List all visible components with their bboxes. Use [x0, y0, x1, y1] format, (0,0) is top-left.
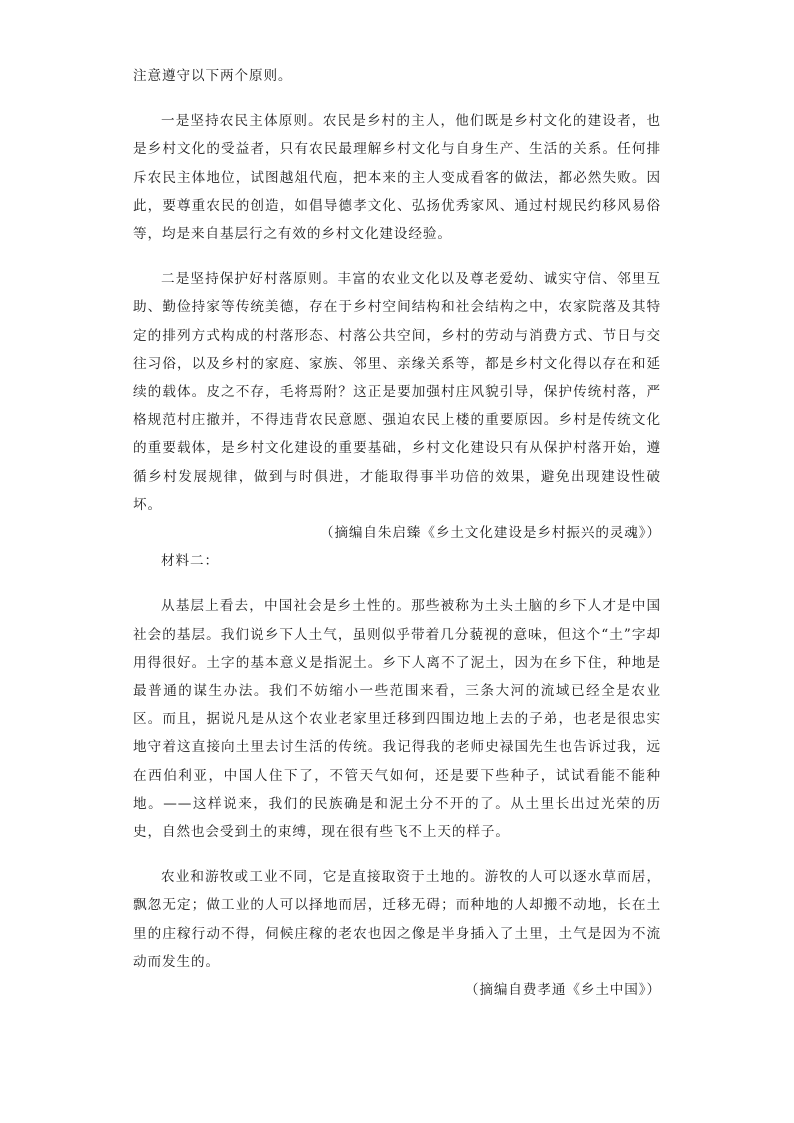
- paragraph-village-protection: 二是坚持保护好村落原则。丰富的农业文化以及尊老爱幼、诚实守信、邻里互助、勤俭持家等传统美德，存在于乡村空间结构和社会结构之中，农家院落及其特定的排列方式构成的村落形态、村落公共空间，乡村的劳动与消费方式、节日与交往习俗，以及乡村的家庭、家族、邻里、亲缘关系等，都是乡村文化得以存在和延续的载体。皮之不存，毛将焉附？这正是要加强村庄风貌引导，保护传统村落，严格规范村庄撤并，不得违背农民意愿、强迫农民上楼的重要原因。乡村是传统文化的重要载体，是乡村文化建设的重要基础，乡村文化建设只有从保护村落开始，遵循乡村发展规律，做到与时俱进，才能取得事半功倍的效果，避免出现建设性破坏。: [133, 271, 661, 513]
- intro-line: 注意遵守以下两个原则。: [133, 68, 293, 84]
- material-two-label: 材料二：: [161, 553, 219, 570]
- source-citation-two: （摘编自费孝通《乡土中国》）: [464, 982, 661, 999]
- document-page: [133, 62, 661, 1004]
- paragraph-agriculture-land: 农业和游牧或工业不同，它是直接取资于土地的。游牧的人可以逐水草而居，飘忽无定；做工业的人可以择地而居，迁移无碍；而种地的人却搬不动地，长在土里的庄稼行动不得，伺候庄稼的老农也因之像是半身插入了土里，土气是因为不流动而发生的。: [133, 869, 661, 970]
- paragraph-rural-society: 从基层上看去，中国社会是乡土性的。那些被称为土头土脑的乡下人才是中国社会的基层。我们说乡下人土气，虽则似乎带着几分藐视的意味，但这个“土”字却用得很好。土字的基本意义是指泥土。乡下人离不了泥土，因为在乡下住，种地是最普通的谋生办法。我们不妨缩小一些范围来看，三条大河的流域已经全是农业区。而且，据说凡是从这个农业老家里迁移到四围边地上去的子弟，也老是很忠实地守着这直接向土里去讨生活的传统。我记得我的老师史禄国先生也告诉过我，远在西伯利亚，中国人住下了，不管天气如何，还是要下些种子，试试看能不能种地。——这样说来，我们的民族确是和泥土分不开的了。从土里长出过光荣的历史，自然也会受到土的束缚，现在很有些飞不上天的样子。: [133, 598, 661, 841]
- source-citation-one: （摘编自朱启臻《乡土文化建设是乡村振兴的灵魂》）: [319, 525, 661, 542]
- paragraph-farmer-principle: 一是坚持农民主体原则。农民是乡村的主人，他们既是乡村文化的建设者，也是乡村文化的受益者，只有农民最理解乡村文化与自身生产、生活的关系。任何排斥农民主体地位，试图越俎代庖，把本来的主人变成看客的做法，都必然失败。因此，要尊重农民的创造，如倡导德孝文化、弘扬优秀家风、通过村规民约移风易俗等，均是来自基层行之有效的乡村文化建设经验。: [133, 113, 661, 243]
